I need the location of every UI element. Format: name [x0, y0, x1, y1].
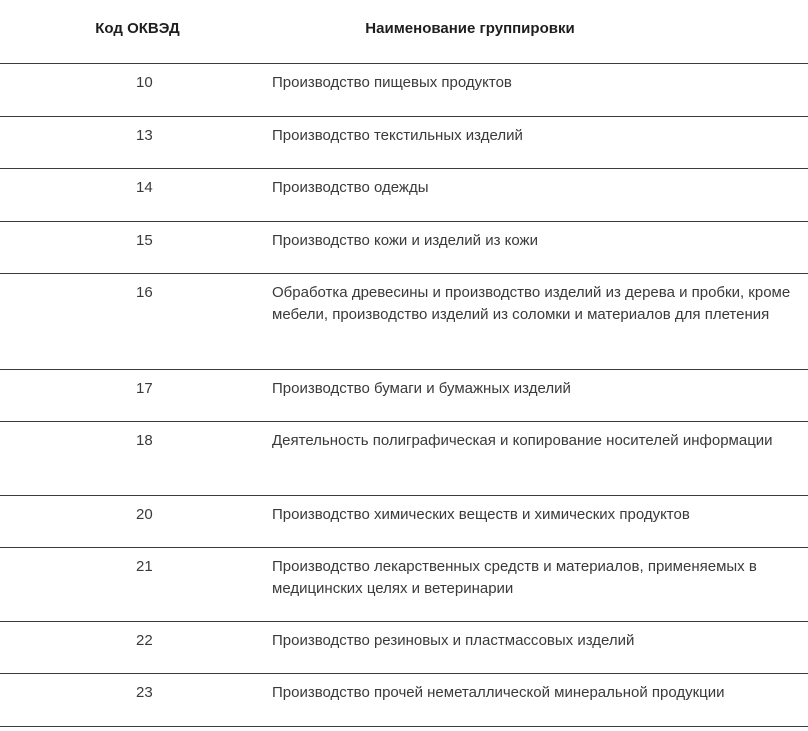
table-row: [0, 117, 808, 169]
name-cell: Производство лекарственных средств и материалов, применяемых в медицинских целях и ветеринарии: [272, 558, 757, 597]
name-cell: Производство прочей неметаллической минеральной продукции: [272, 684, 725, 701]
code-cell: 20: [136, 506, 153, 523]
table-row: [0, 64, 808, 117]
table-row: [0, 222, 808, 274]
table-row: [0, 622, 808, 674]
table-row: [0, 370, 808, 422]
code-cell: 14: [136, 179, 153, 196]
name-cell: Производство одежды: [272, 179, 429, 196]
table-row: [0, 548, 808, 622]
code-cell: 13: [136, 127, 153, 144]
name-cell: Обработка древесины и производство изделий из дерева и пробки, кроме мебели, производство изделий из соломки и материалов для плетения: [272, 284, 791, 323]
header-code-label: Код ОКВЭД: [95, 20, 180, 37]
code-cell: 18: [136, 432, 153, 449]
name-cell: Производство резиновых и пластмассовых изделий: [272, 632, 635, 649]
table-header: [0, 0, 808, 64]
code-cell: 16: [136, 284, 153, 301]
table-row: [0, 422, 808, 496]
table-row: [0, 274, 808, 370]
code-cell: 21: [136, 558, 153, 575]
name-cell: Производство химических веществ и химических продуктов: [272, 506, 690, 523]
table-row: [0, 496, 808, 548]
table-row: [0, 169, 808, 222]
code-cell: 23: [136, 684, 153, 701]
code-cell: 15: [136, 232, 153, 249]
code-cell: 17: [136, 380, 153, 397]
table-row: [0, 674, 808, 727]
code-cell: 22: [136, 632, 153, 649]
name-cell: Производство кожи и изделий из кожи: [272, 232, 538, 249]
header-name-label: Наименование группировки: [365, 20, 575, 37]
name-cell: Деятельность полиграфическая и копирование носителей информации: [272, 432, 773, 449]
name-cell: Производство бумаги и бумажных изделий: [272, 380, 571, 397]
code-cell: 10: [136, 74, 153, 91]
name-cell: Производство пищевых продуктов: [272, 74, 512, 91]
header-cell-name: [272, 0, 808, 63]
name-cell: Производство текстильных изделий: [272, 127, 523, 144]
